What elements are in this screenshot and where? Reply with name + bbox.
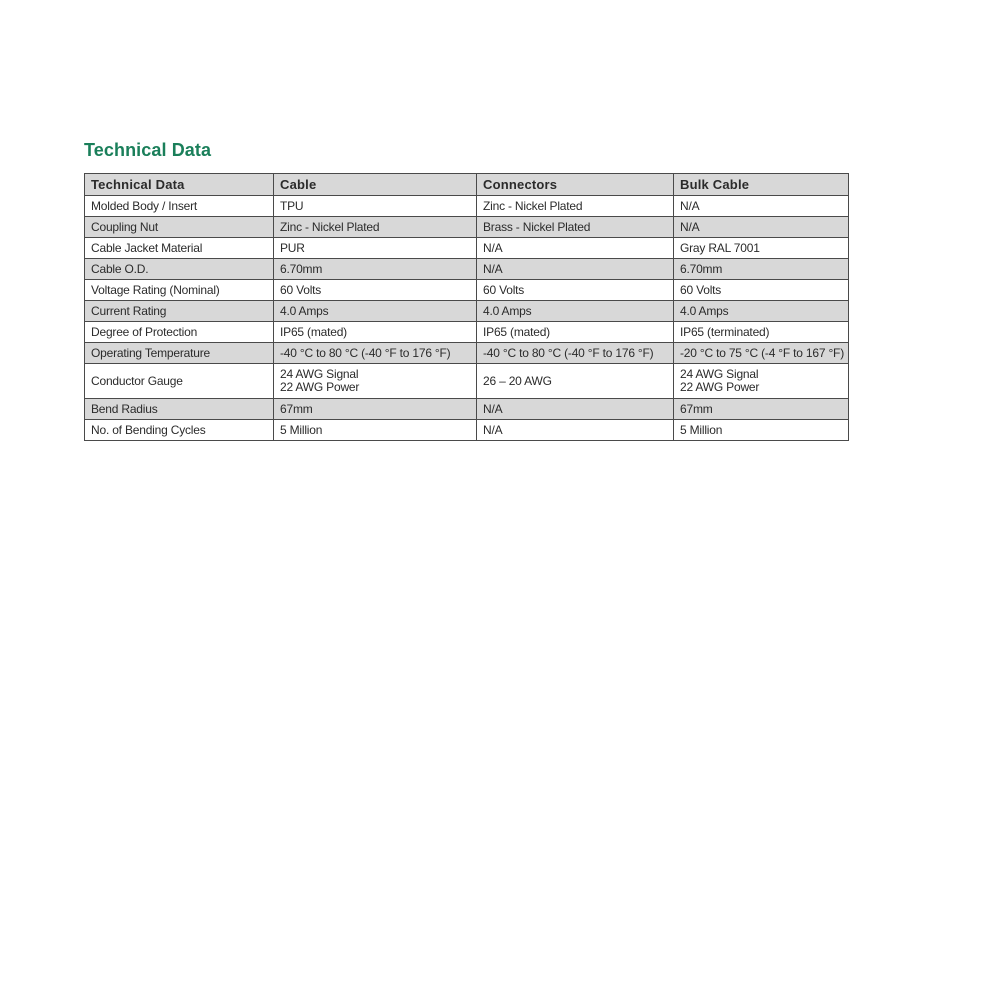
cable-value xyxy=(274,364,477,399)
connectors-value: 26 – 20 AWG xyxy=(477,364,674,399)
column-header-connectors: Connectors xyxy=(477,174,674,196)
connectors-value: N/A xyxy=(477,399,674,420)
table-row xyxy=(85,280,849,301)
row-label: Voltage Rating (Nominal) xyxy=(85,280,274,301)
table-row xyxy=(85,196,849,217)
cable-value: -40 °C to 80 °C (-40 °F to 176 °F) xyxy=(274,343,477,364)
row-label: Bend Radius xyxy=(85,399,274,420)
bulk-cable-value: 4.0 Amps xyxy=(674,301,849,322)
cable-value: 6.70mm xyxy=(274,259,477,280)
table-row xyxy=(85,259,849,280)
table-row xyxy=(85,420,849,441)
cable-value-line: 24 AWG Signal xyxy=(280,367,359,381)
row-label: Molded Body / Insert xyxy=(85,196,274,217)
row-label: Conductor Gauge xyxy=(85,364,274,399)
bulk-cable-value: IP65 (terminated) xyxy=(674,322,849,343)
connectors-value: Brass - Nickel Plated xyxy=(477,217,674,238)
table-row xyxy=(85,322,849,343)
table-row xyxy=(85,399,849,420)
row-label: Cable O.D. xyxy=(85,259,274,280)
bulk-cable-value xyxy=(674,364,849,399)
cable-value: IP65 (mated) xyxy=(274,322,477,343)
column-header-cable: Cable xyxy=(274,174,477,196)
bulk-cable-value: N/A xyxy=(674,217,849,238)
row-label: Coupling Nut xyxy=(85,217,274,238)
bulk-cable-value-line: 22 AWG Power xyxy=(680,380,760,394)
row-label: Current Rating xyxy=(85,301,274,322)
connectors-value: 60 Volts xyxy=(477,280,674,301)
technical-data-table xyxy=(84,173,849,441)
bulk-cable-value: 6.70mm xyxy=(674,259,849,280)
row-label: Operating Temperature xyxy=(85,343,274,364)
cable-value: 5 Million xyxy=(274,420,477,441)
bulk-cable-value: -20 °C to 75 °C (-4 °F to 167 °F) xyxy=(674,343,849,364)
cable-value-line: 22 AWG Power xyxy=(280,380,360,394)
column-header-technical-data: Technical Data xyxy=(85,174,274,196)
table-row xyxy=(85,217,849,238)
column-header-bulk-cable: Bulk Cable xyxy=(674,174,849,196)
cable-value: PUR xyxy=(274,238,477,259)
bulk-cable-value: N/A xyxy=(674,196,849,217)
row-label: No. of Bending Cycles xyxy=(85,420,274,441)
connectors-value: N/A xyxy=(477,238,674,259)
cable-value: 4.0 Amps xyxy=(274,301,477,322)
cable-value: TPU xyxy=(274,196,477,217)
connectors-value: -40 °C to 80 °C (-40 °F to 176 °F) xyxy=(477,343,674,364)
cable-value: 67mm xyxy=(274,399,477,420)
bulk-cable-value: 5 Million xyxy=(674,420,849,441)
connectors-value: N/A xyxy=(477,259,674,280)
row-label: Degree of Protection xyxy=(85,322,274,343)
table-header-row xyxy=(85,174,849,196)
cable-value: Zinc - Nickel Plated xyxy=(274,217,477,238)
connectors-value: Zinc - Nickel Plated xyxy=(477,196,674,217)
connectors-value: IP65 (mated) xyxy=(477,322,674,343)
table-row xyxy=(85,238,849,259)
table-row xyxy=(85,364,849,399)
table-row xyxy=(85,301,849,322)
bulk-cable-value: 67mm xyxy=(674,399,849,420)
bulk-cable-value-line: 24 AWG Signal xyxy=(680,367,759,381)
connectors-value: N/A xyxy=(477,420,674,441)
section-title: Technical Data xyxy=(84,140,212,160)
row-label: Cable Jacket Material xyxy=(85,238,274,259)
bulk-cable-value: 60 Volts xyxy=(674,280,849,301)
cable-value: 60 Volts xyxy=(274,280,477,301)
connectors-value: 4.0 Amps xyxy=(477,301,674,322)
bulk-cable-value: Gray RAL 7001 xyxy=(674,238,849,259)
table-row xyxy=(85,343,849,364)
